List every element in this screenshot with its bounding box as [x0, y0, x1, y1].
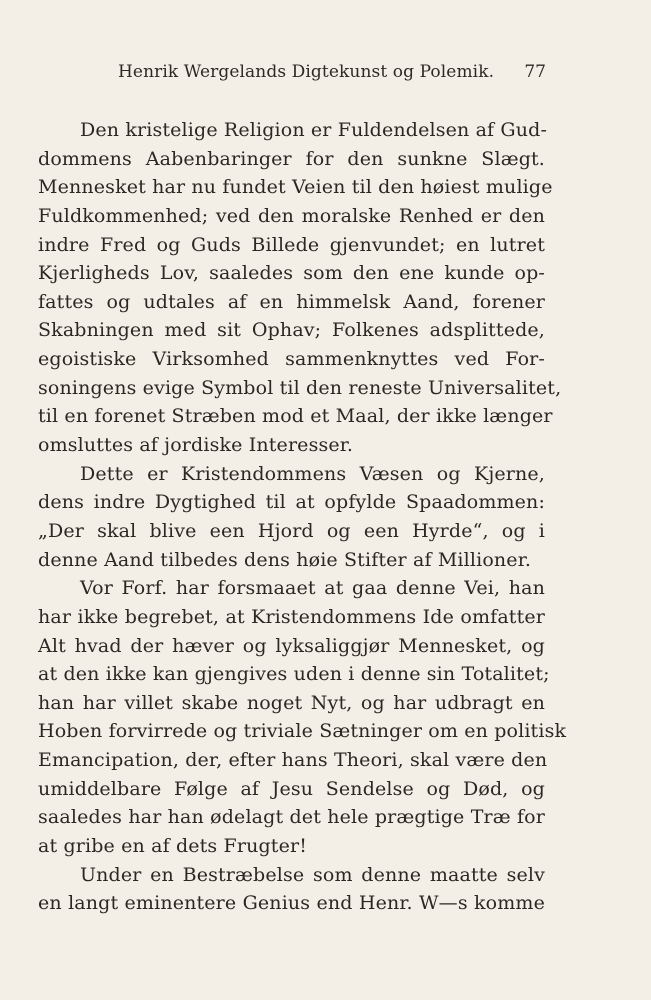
text-line: har ikke begrebet, at Kristendommens Ide omfatter: [38, 605, 545, 628]
text-line: Vor Forf. har forsmaaet at gaa denne Vei, han: [80, 577, 545, 600]
text-line: saaledes har han ødelagt det hele prægtige Træ for: [38, 806, 545, 829]
text-line: at den ikke kan gjengives uden i denne sin Totalitet;: [38, 663, 550, 686]
text-line: „Der skal blive een Hjord og een Hyrde“, og i: [38, 519, 545, 542]
text-line: Alt hvad der hæver og lyksaliggjør Mennesket, og: [38, 634, 545, 657]
text-line: indre Fred og Guds Billede gjenvundet; en lutret: [38, 233, 545, 256]
text-line: denne Aand tilbedes dens høie Stifter af Millioner.: [38, 548, 532, 571]
text-line: Fuldkommenhed; ved den moralske Renhed er den: [38, 204, 545, 227]
text-line: egoistiske Virksomhed sammenknyttes ved For-: [38, 348, 545, 371]
text-line: Under en Bestræbelse som denne maatte selv: [80, 863, 545, 886]
text-line: han har villet skabe noget Nyt, og har udbragt en: [38, 691, 545, 714]
text-line: soningens evige Symbol til den reneste Universalitet,: [38, 376, 562, 399]
text-line: Dette er Kristendommens Væsen og Kjerne,: [80, 462, 545, 485]
text-line: fattes og udtales af en himmelsk Aand, forener: [38, 290, 545, 313]
text-line: Den kristelige Religion er Fuldendelsen af Gud-: [80, 119, 548, 141]
text-line: en langt eminentere Genius end Henr. W—s komme: [38, 892, 545, 915]
running-title: Henrik Wergelands Digtekunst og Polemik.: [118, 62, 495, 82]
text-line: Kjerligheds Lov, saaledes som den ene kunde op-: [38, 262, 545, 285]
text-line: umiddelbare Følge af Jesu Sendelse og Død, og: [38, 777, 545, 800]
text-line: dommens Aabenbaringer for den sunkne Slægt.: [38, 147, 545, 170]
page-number: 77: [524, 62, 546, 82]
text-line: Skabningen med sit Ophav; Folkenes adsplittede,: [38, 319, 545, 342]
text-line: til en forenet Stræben mod et Maal, der ikke længer: [38, 405, 553, 428]
body-text: [38, 116, 567, 918]
text-line: Hoben forvirrede og triviale Sætninger om en politisk: [38, 720, 567, 743]
text-line: Mennesket har nu fundet Veien til den høiest mulige: [38, 176, 553, 199]
text-line: dens indre Dygtighed til at opfylde Spaadommen:: [38, 491, 545, 514]
text-line: omsluttes af jordiske Interesser.: [38, 434, 354, 457]
text-line: Emancipation, der, efter hans Theori, skal være den: [38, 749, 548, 772]
running-head: [118, 62, 546, 86]
text-line: at gribe en af dets Frugter!: [38, 835, 307, 858]
